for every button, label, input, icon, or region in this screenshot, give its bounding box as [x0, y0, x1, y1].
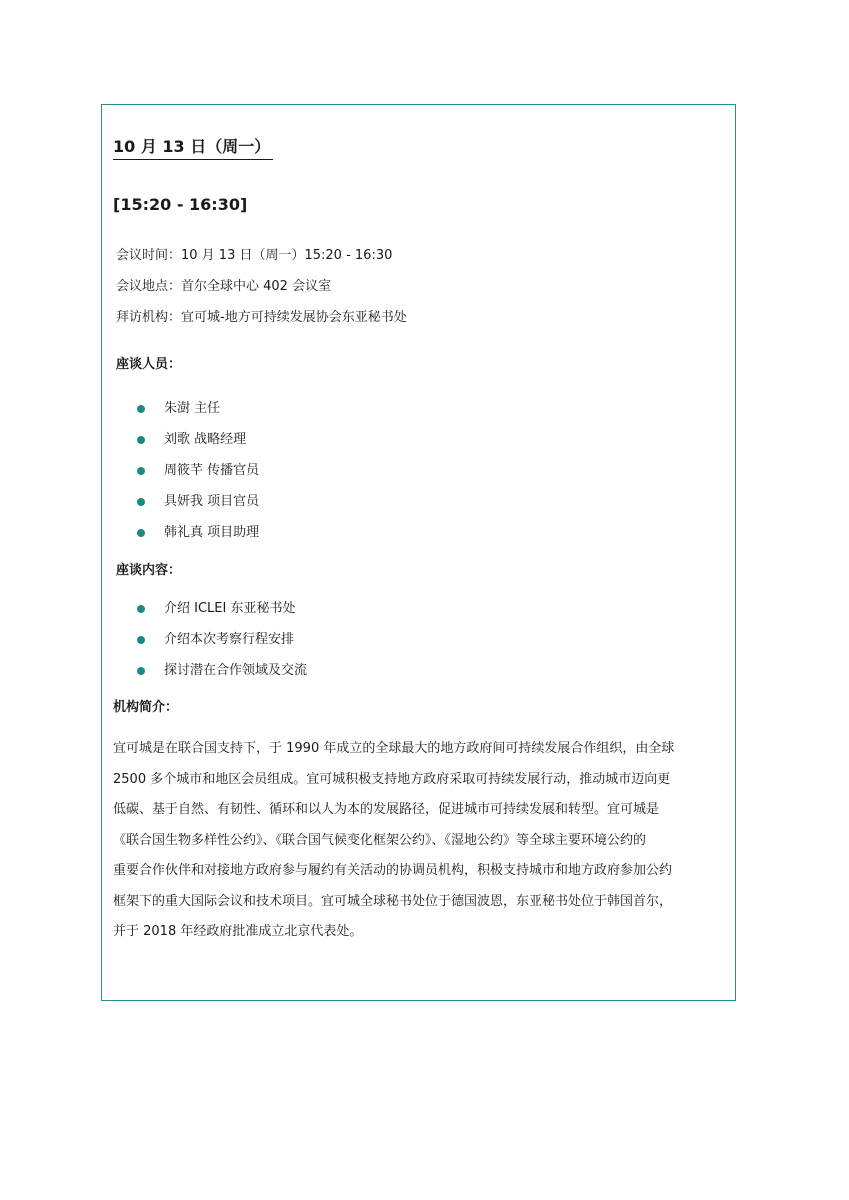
paragraph-line: 2500 多个城市和地区会员组成。宜可城积极支持地方政府采取可持续发展行动，推动城市迈向更 [113, 771, 671, 787]
participants-label: 座谈人员： [116, 357, 182, 372]
bullet-icon [137, 405, 145, 413]
topic-text: 介绍本次考察行程安排 [164, 632, 295, 647]
bullet-icon [137, 636, 145, 644]
participant-name: 刘歌 战略经理 [164, 432, 247, 447]
list-item [137, 462, 259, 480]
paragraph-line: 重要合作伙伴和对接地方政府参与履约有关活动的协调员机构，积极支持城市和地方政府参加公约 [113, 863, 673, 878]
paragraph-line: 宜可城是在联合国支持下，于 1990 年成立的全球最大的地方政府间可持续发展合作组织，由全球 [113, 741, 675, 756]
participant-name: 周筱芊 传播官员 [164, 463, 260, 478]
bullet-icon [137, 436, 145, 444]
participant-name: 韩礼真 项目助理 [164, 525, 260, 540]
bullet-icon [137, 498, 145, 506]
bullet-icon [137, 667, 145, 675]
bullet-icon [137, 529, 145, 537]
intro-label: 机构简介： [113, 700, 179, 715]
list-item [137, 400, 220, 418]
meeting-time: 会议时间：10 月 13 日（周一）15:20 - 16:30 [116, 248, 393, 263]
topic-text: 探讨潜在合作领域及交流 [164, 663, 308, 678]
bullet-icon [137, 605, 145, 613]
list-item [137, 600, 295, 618]
paragraph-line: 框架下的重大国际会议和技术项目。宜可城全球秘书处位于德国波恩，东亚秘书处位于韩国首尔， [113, 893, 673, 909]
list-item [137, 524, 259, 542]
paragraph-line: 《联合国生物多样性公约》、《联合国气候变化框架公约》、《湿地公约》等全球主要环境公约的 [113, 832, 647, 848]
list-item [137, 431, 246, 449]
meeting-place: 会议地点：首尔全球中心 402 会议室 [116, 279, 332, 294]
list-item [137, 631, 294, 649]
participant-name: 朱澍 主任 [164, 401, 221, 416]
visiting-org: 拜访机构：宜可城-地方可持续发展协会东亚秘书处 [116, 310, 407, 325]
time-heading: [15:20 - 16:30] [113, 195, 248, 214]
paragraph-line: 并于 2018 年经政府批准成立北京代表处。 [113, 924, 363, 939]
intro-paragraph [113, 734, 729, 948]
topics-label: 座谈内容： [116, 563, 182, 578]
paragraph-line: 低碳、基于自然、有韧性、循环和以人为本的发展路径，促进城市可持续发展和转型。宜可城是 [113, 802, 660, 817]
participant-name: 具妍我 项目官员 [164, 494, 260, 509]
topic-text: 介绍 ICLEI 东亚秘书处 [164, 601, 296, 616]
list-item [137, 662, 307, 680]
date-heading: 10 月 13 日（周一） [113, 136, 273, 160]
bullet-icon [137, 467, 145, 475]
list-item [137, 493, 259, 511]
